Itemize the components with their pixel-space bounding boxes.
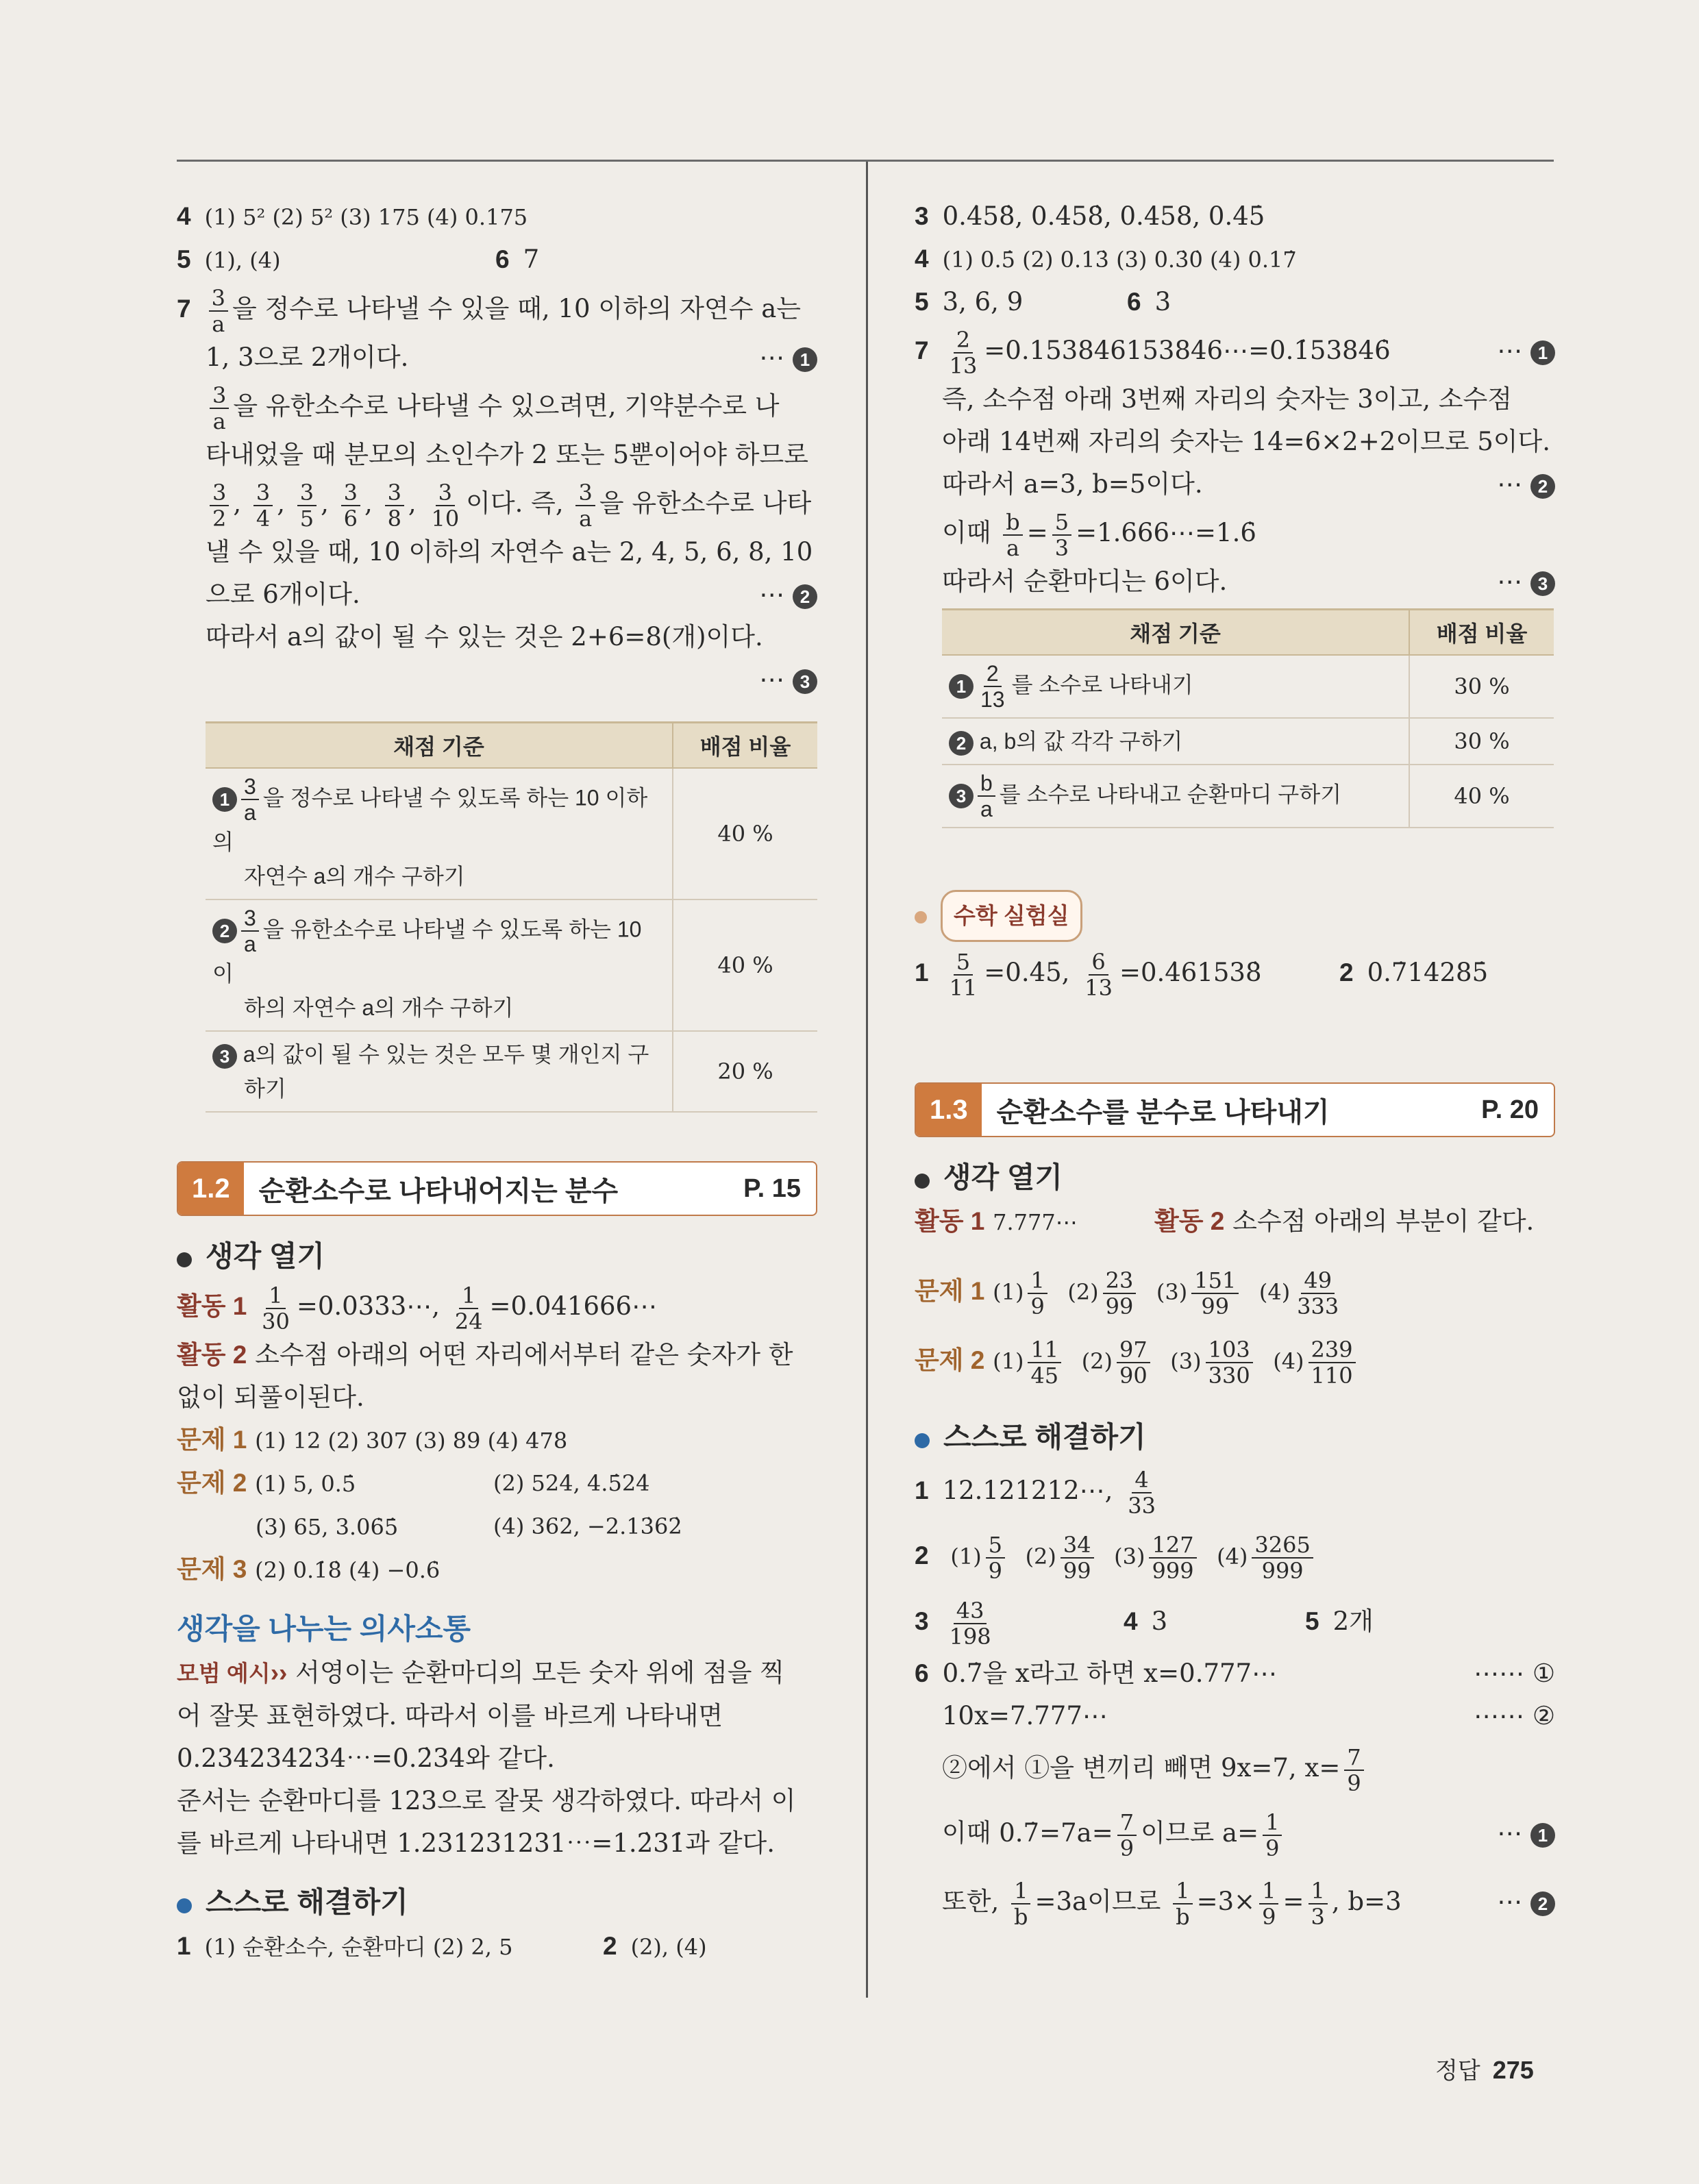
problem-2-right: 문제 2 (1) $\frac{11}{45}$ (2) $\frac{97}{90}$ (3) $\frac{103}{330}$ (4) $\frac{239}{110}$ <box>915 1326 1555 1395</box>
table-row: 1 $\frac{3}{a}$ 을 정수로 나타낼 수 있도록 하는 10 이하의 자연수 a의 개수 구하기 40 % <box>206 768 817 899</box>
answer-7-line6: 낼 수 있을 때, 10 이하의 자연수 a는 2, 4, 5, 6, 8, 10 <box>206 537 813 567</box>
answer-7-line4: 타내었을 때 분모의 소인수가 2 또는 5뿐이어야 하므로 <box>206 440 808 469</box>
self-answers: 1 (1) 순환소수, 순환마디 (2) 2, 5 2 (2), (4) <box>177 1932 707 1960</box>
left-column <box>177 195 817 1113</box>
scoring-table-right: 채점 기준 배점 비율 1 $\frac{2}{13}$ 를 소수로 나타내기 30 % 2 a, b의 값 각각 구하기 30 % 3 $\frac{b}{a}$ 를 소수로 나타내고 순환마디 구하기 40 % <box>942 608 1555 828</box>
answer-7-line3: $\frac{3}{a}$ 을 유한소수로 나타낼 수 있으려면, 기약분수로 나 <box>177 379 817 434</box>
self-solve-heading: 스스로 해결하기 <box>177 1881 817 1925</box>
section-1-2: 1.2 순환소수로 나타내어지는 분수 P. 15 생각 열기 활동 1 $\frac{1}{30}$ =0.0333⋯, $\frac{1}{24}$ =0.041666⋯ 활동 2 소수점 아래의 어떤 자리에서부터 같은 숫자가 한 없이 되풀이된다. 문제 1 (1) 12 (2) 307 (3) 89 (4) 478 문제 2 (1) 5, 0.5̇ (2) 524, 4.5̇24̇ (3) 65, 3.06̇5̇ (4) 362, −2.13̇62̇ 문제 3 (2) 0.1̇8̇ (4) −0.6̇ 생각을 나누는 의사소통 모범 예시›› 서영이는 순환마디의 모든 숫자 위에 점을 찍 어 잘못 표현하였다. 따라서 이를 바르게 나타내면 0.234234234⋯=0.2̇34̇와 같다. 준서는 순환마디를 123으로 잘못 생각하였다. 따라서 이 를 바르게 나타내면 1.231231231⋯=1.2̇31̇과 같다. 스스로 해결하기 1 (1) 순환소수, 순환마디 (2) 2, 5 2 (2), (4) <box>177 1161 817 1968</box>
answer-r4: 4 (1) 0.5̇ (2) 0.13̇ (3) 0.3̇0̇ (4) 0.17̇ <box>915 245 1297 273</box>
math-lab-heading: 수학 실험실 <box>915 890 1555 942</box>
table-row: 1 $\frac{2}{13}$ 를 소수로 나타내기 30 % <box>942 655 1554 718</box>
table-row: 2 a, b의 값 각각 구하기 30 % <box>942 718 1554 765</box>
answer-5-6: 5 (1), (4) 6 7 <box>177 245 540 274</box>
top-rule-right <box>869 160 1554 162</box>
think-heading: 생각 열기 <box>177 1235 817 1279</box>
answer-7-line1: 7 $\frac{3}{a}$ 을 정수로 나타낼 수 있을 때, 10 이하의 자연수 a는 <box>177 284 802 337</box>
self-solve-heading-right: 스스로 해결하기 <box>915 1416 1555 1460</box>
answer-7-line2: 1, 3으로 2개이다. ⋯ 1 <box>177 336 817 379</box>
answer-7-line5: $\frac{3}{2}$ , $\frac{3}{4}$ , $\frac{3}{5}$ , $\frac{3}{6}$ , $\frac{3}{8}$ , $\frac{3}{10}$ 이다. 즉, $\frac{3}{a}$ 을 유한소수로 나타 <box>177 476 817 531</box>
problem-1: 문제 1 (1) 12 (2) 307 (3) 89 (4) 478 <box>177 1426 568 1454</box>
answer-7-line8: 따라서 a의 값이 될 수 있는 것은 2+6=8(개)이다. <box>206 622 763 652</box>
answer-r3: 3 0.4̇58̇, 0.4̇58̇, 0.458, 0.45̇ <box>915 201 1265 231</box>
scoring-table-left: 채점 기준 배점 비율 1 $\frac{3}{a}$ 을 정수로 나타낼 수 있도록 하는 10 이하의 자연수 a의 개수 구하기 40 % 2 $\frac{3}{a}$ 을 유한소수로 나타낼 수 있도록 하는 10 이 하의 자연수 a의 개수 구하기 40 % 3 a의 값이 될 수 있는 것은 모두 몇 개인지 구 하기 20 % <box>206 721 817 1113</box>
self-3-4-5: 3 $\frac{43}{198}$ 4 3 5 2개 <box>915 1597 1374 1650</box>
self-2: 2 (1) $\frac{5}{9}$ (2) $\frac{34}{99}$ (3) $\frac{127}{999}$ (4) $\frac{3265}{999}$ <box>915 1522 1555 1591</box>
table-row: 2 $\frac{3}{a}$ 을 유한소수로 나타낼 수 있도록 하는 10 이 하의 자연수 a의 개수 구하기 40 % <box>206 899 817 1031</box>
math-lab-answers: 1 $\frac{5}{11}$ =0.4̇5̇, $\frac{6}{13}$ =0.4̇61538̇ 2 0.7̇14285̇ <box>915 948 1489 1001</box>
section-header-1-2: 1.2 순환소수로 나타내어지는 분수 P. 15 <box>177 1161 817 1216</box>
problem-1-right: 문제 1 (1) $\frac{1}{9}$ (2) $\frac{23}{99}$ (3) $\frac{151}{99}$ (4) $\frac{49}{333}$ <box>915 1267 1339 1319</box>
activity-2-cont: 없이 되풀이된다. <box>177 1382 364 1412</box>
answer-7-line7: 으로 6개이다. ⋯ 2 <box>177 573 817 616</box>
column-divider <box>866 162 868 1998</box>
self-6: 6 0.7̇을 x라고 하면 x=0.777⋯ ⋯⋯ ① <box>915 1659 1555 1688</box>
page-footer: 정답 275 <box>1435 2056 1534 2084</box>
top-rule-left <box>177 160 869 162</box>
table-row: 3 a의 값이 될 수 있는 것은 모두 몇 개인지 구 하기 20 % <box>206 1031 817 1112</box>
table-row: 3 $\frac{b}{a}$ 를 소수로 나타내고 순환마디 구하기 40 % <box>942 765 1554 828</box>
answer-r5-6: 5 3, 6, 9 6 3 <box>915 287 1171 317</box>
answer-4: 4 (1) 5² (2) 5² (3) 175 (4) 0.175 <box>177 202 528 230</box>
activity-2: 활동 2 소수점 아래의 어떤 자리에서부터 같은 숫자가 한 <box>177 1340 793 1369</box>
model-answer: 모범 예시›› 서영이는 순환마디의 모든 숫자 위에 점을 찍 <box>177 1658 785 1687</box>
problem-2-cont: (3) 65, 3.06̇5̇ (4) 362, −2.13̇62̇ <box>256 1513 682 1540</box>
activity-1: 활동 1 $\frac{1}{30}$ =0.0333⋯, $\frac{1}{24}$ =0.041666⋯ <box>177 1282 658 1335</box>
activity-right: 활동 1 7.777⋯ 활동 2 소수점 아래의 부분이 같다. <box>915 1206 1535 1236</box>
problem-2: 문제 2 (1) 5, 0.5̇ (2) 524, 4.5̇24̇ <box>177 1469 650 1497</box>
section-1-3: 1.3 순환소수를 분수로 나타내기 P. 20 생각 열기 활동 1 7.777⋯ 활동 2 소수점 아래의 부분이 같다. 문제 1 (1) $\frac{1}{9}$ (2) $\frac{23}{99}$ (3) $\frac{151}{99}$ (4) $\frac{49}{333}$ 문제 2 (1) $\frac{11}{45}$ (2) $\frac{97}{90}$ (3) $\frac{103}{330}$ (4) $\frac{239}{110}$ 스스로 해결하기 1 12.121212⋯, $\frac{4}{33}$ 2 (1) $\frac{5}{9}$ (2) $\frac{34}{99}$ (3) $\frac{127}{999}$ (4) $\frac{3265}{999}$ 3 $\frac{43}{198}$ 4 3 5 2개 6 0.7̇을 x라고 하면 x=0.777⋯ ⋯⋯ ① 10x=7.777⋯ ⋯⋯ ② ②에서 ①을 변끼리 빼면 9x=7, x= $\frac{7}{9}$ 이때 0.7̇=7a= $\frac{7}{9}$ 이므로 a= $\frac{1}{9}$ ⋯ 1 또한, $\frac{1}{b}$ =3a이므로 $\frac{1}{b}$ =3× $\frac{1}{9}$ = $\frac{1}{3}$ , b=3 ⋯ 2 <box>915 1082 1555 1936</box>
problem-3: 문제 3 (2) 0.1̇8̇ (4) −0.6̇ <box>177 1555 441 1583</box>
section-header-1-3: 1.3 순환소수를 분수로 나타내기 P. 20 <box>915 1082 1555 1137</box>
right-column: 3 0.4̇58̇, 0.4̇58̇, 0.458, 0.45̇ 4 (1) 0.5̇ (2) 0.13̇ (3) 0.3̇0̇ (4) 0.17̇ 5 3, 6, 9 6 3 7 $\frac{2}{13}$ =0.153846153846⋯=0.1̇53846̇ ⋯ 1 즉, 소수점 아래 3번째 자리의 숫자는 3이고, 소수점 아래 14번째 자리의 숫자는 14=6×2+2이므로 5이다. 따라서 a=3, b=5이다. ⋯ 2 이때 $\frac{b}{a}$ = $\frac{5}{3}$ =1.666⋯=1.6̇ 따라서 순환마디는 6이다. ⋯ 3 채점 기준 배점 비율 1 $\frac{2}{13}$ 를 소수로 나타내기 30 % 2 a, b의 값 각각 구하기 30 % 3 $\frac{b}{a}$ 를 소수로 나타내고 순환마디 구하기 40 % 수학 실험실 1 $\frac{5}{11}$ =0.4̇5̇, $\frac{6}{13}$ =0.4̇61538̇ 2 0.7̇14285̇ <box>915 195 1555 1004</box>
communication-heading: 생각을 나누는 의사소통 <box>177 1613 471 1645</box>
think-heading-right: 생각 열기 <box>915 1156 1555 1200</box>
answer-r7: 7 $\frac{2}{13}$ =0.153846153846⋯=0.1̇53846̇ ⋯ 1 <box>915 323 1555 378</box>
self-1: 1 12.121212⋯, $\frac{4}{33}$ <box>915 1466 1156 1519</box>
answer-7-mark3: ⋯ 3 <box>177 658 817 701</box>
